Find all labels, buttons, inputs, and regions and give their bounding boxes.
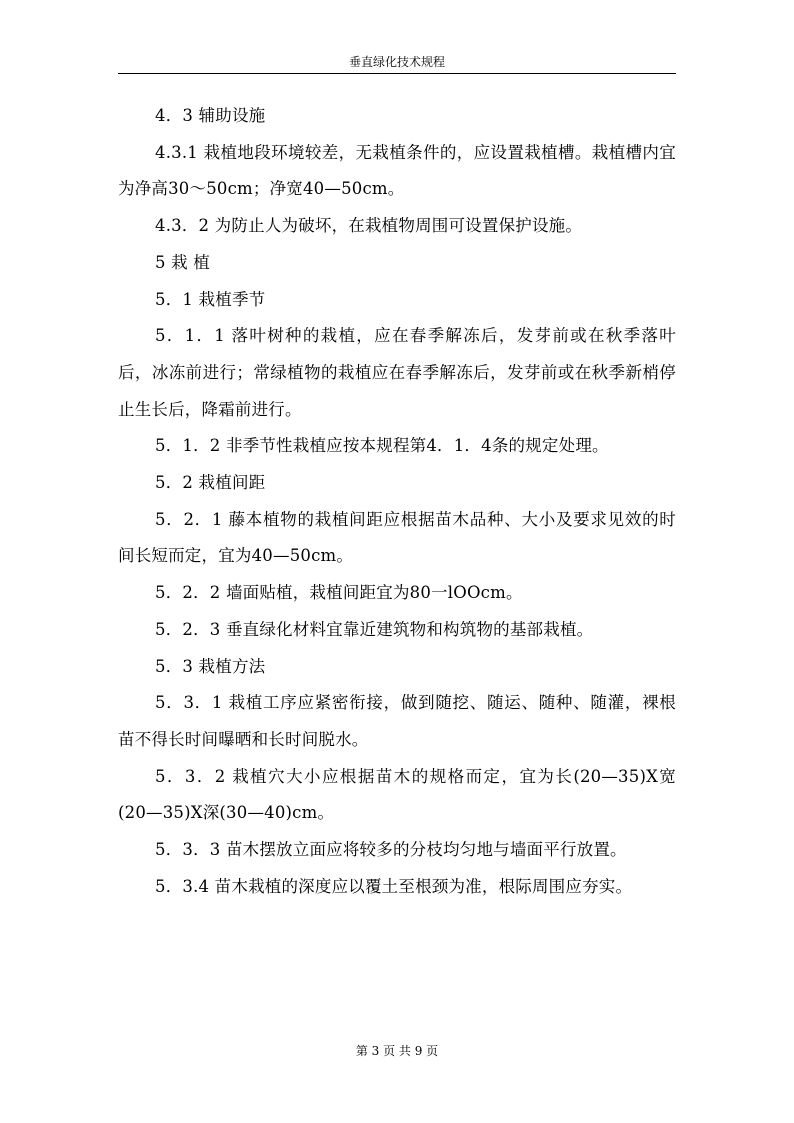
body-paragraph: 5．2．3 垂直绿化材料宜靠近建筑物和构筑物的基部栽植。: [155, 619, 594, 639]
header-divider: [118, 73, 676, 74]
document-body: [118, 98, 676, 905]
chapter-heading: 5 栽 植: [155, 252, 210, 272]
section-heading: 5．1 栽植季节: [155, 289, 266, 309]
body-paragraph: 5．1．2 非季节性栽植应按本规程第4．1．4条的规定处理。: [155, 436, 609, 456]
body-paragraph: 4.3．2 为防止人为破坏，在栽植物周围可设置保护设施。: [155, 216, 583, 236]
section-heading: 5．2 栽植间距: [155, 473, 266, 493]
body-paragraph: 4.3.1 栽植地段环境较差，无栽植条件的，应设置栽植槽。栽植槽内宜为净高30～50cm；净宽40—50cm。: [118, 142, 676, 199]
section-heading: 4．3 辅助设施: [155, 106, 266, 125]
body-paragraph: 5．3．1 栽植工序应紧密衔接，做到随挖、随运、随种、随灌，裸根苗不得长时间曝晒和长时间脱水。: [118, 693, 676, 749]
body-paragraph: 5．3．2 栽植穴大小应根据苗木的规格而定，宜为长(20—35)X宽 (20—35)X深(30—40)cm。: [118, 766, 676, 823]
body-paragraph: 5．2．2 墙面贴植，栽植间距宜为80一lOOcm。: [155, 583, 523, 603]
body-paragraph: 5．3．3 苗木摆放立面应将较多的分枝均匀地与墙面平行放置。: [155, 840, 627, 860]
page-header: 垂直绿化技术规程: [348, 55, 445, 69]
section-heading: 5．3 栽植方法: [155, 656, 266, 676]
page-footer: 第 3 页 共 9 页: [355, 1044, 439, 1058]
body-paragraph: 5．2．1 藤本植物的栽植间距应根据苗木品种、大小及要求见效的时间长短而定，宜为40—50cm。: [118, 509, 676, 566]
body-paragraph: 5．1．1 落叶树种的栽植，应在春季解冻后，发芽前或在秋季落叶后，冰冻前进行；常绿植物的栽植应在春季解冻后，发芽前或在秋季新梢停止生长后，降霜前进行。: [118, 326, 676, 419]
body-paragraph: 5．3.4 苗木栽植的深度应以覆土至根颈为准，根际周围应夯实。: [155, 876, 633, 896]
